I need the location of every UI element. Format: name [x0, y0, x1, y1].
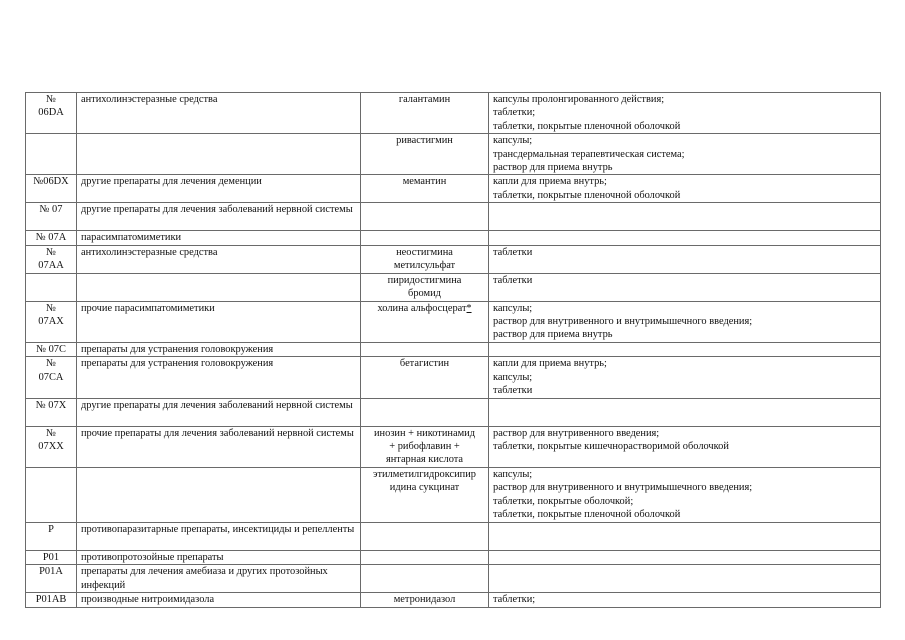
table-row	[26, 273, 881, 301]
dosage-form-line: таблетки	[493, 385, 533, 397]
drug-name-line	[365, 468, 484, 481]
drug-table	[25, 92, 881, 608]
atc-code-line: 07XX	[38, 440, 64, 452]
drug-name-text: ривастигмин	[396, 135, 453, 147]
drug-name-line	[365, 134, 484, 147]
dosage-form-cell	[489, 93, 881, 134]
drug-name-text: мемантин	[402, 176, 447, 188]
atc-code-cell	[26, 245, 77, 273]
anatomic-group-cell	[77, 245, 361, 273]
drug-name-cell	[361, 203, 489, 231]
anatomic-group-text: антихолинэстеразные средства	[81, 94, 218, 105]
atc-code-cell	[26, 175, 77, 203]
atc-code-line: P01A	[39, 566, 63, 578]
drug-name-text: этилметилгидроксипир	[373, 468, 476, 480]
anatomic-group-cell	[77, 231, 361, 245]
drug-name-cell	[361, 398, 489, 426]
atc-code-line: 07AX	[38, 316, 64, 328]
table-row	[26, 550, 881, 564]
anatomic-group-cell	[77, 426, 361, 467]
drug-name-text: галантамин	[398, 94, 451, 105]
drug-name-text: бромид	[408, 288, 441, 300]
table-row	[26, 357, 881, 398]
dosage-form-line: трансдермальная терапевтическая система;	[493, 148, 685, 160]
dosage-form-line: раствор для внутривенного и внутримышечного введения;	[493, 316, 753, 328]
dosage-form-line: раствор для приема внутрь	[493, 329, 613, 341]
anatomic-group-text: другие препараты для лечения деменции	[81, 176, 262, 188]
atc-code-cell	[26, 398, 77, 426]
table-row	[26, 231, 881, 245]
anatomic-group-text: прочие препараты для лечения заболеваний нервной системы	[81, 427, 354, 439]
dosage-form-line: капли для приема внутрь;	[493, 176, 607, 188]
atc-code-cell	[26, 467, 77, 522]
drug-name-cell	[361, 467, 489, 522]
anatomic-group-text: другие препараты для лечения заболеваний нервной системы	[81, 399, 353, 411]
atc-code-line: № 07C	[36, 343, 66, 355]
atc-code-line: № 07A	[35, 232, 67, 244]
atc-code-line: №	[46, 427, 56, 439]
table-row	[26, 398, 881, 426]
dosage-form-cell	[489, 550, 881, 564]
drug-name-line	[365, 259, 484, 272]
table-body	[26, 93, 881, 608]
dosage-form-line: капсулы пролонгированного действия;	[493, 94, 665, 105]
atc-code-cell	[26, 93, 77, 134]
dosage-form-cell	[489, 522, 881, 550]
anatomic-group-text: парасимпатомиметики	[81, 232, 182, 244]
drug-name-text: бетагистин	[399, 358, 450, 370]
anatomic-group-text: другие препараты для лечения заболеваний нервной системы	[81, 204, 353, 216]
drug-name-line	[365, 440, 484, 453]
drug-name-line	[365, 302, 484, 315]
anatomic-group-text: препараты для устранения головокружения	[81, 343, 274, 355]
dosage-form-cell	[489, 398, 881, 426]
drug-name-cell	[361, 134, 489, 175]
anatomic-group-cell	[77, 357, 361, 398]
drug-name-cell	[361, 273, 489, 301]
anatomic-group-cell	[77, 398, 361, 426]
atc-code-cell	[26, 134, 77, 175]
drug-name-line	[365, 246, 484, 259]
table-row	[26, 301, 881, 342]
table-row	[26, 134, 881, 175]
drug-name-cell	[361, 550, 489, 564]
dosage-form-cell	[489, 593, 881, 607]
anatomic-group-cell	[77, 175, 361, 203]
footnote-asterisk: *	[466, 302, 472, 314]
dosage-form-line: раствор для внутривенного введения;	[493, 427, 660, 439]
drug-name-line	[365, 93, 484, 106]
drug-name-cell	[361, 593, 489, 607]
drug-name-cell	[361, 301, 489, 342]
drug-name-cell	[361, 522, 489, 550]
anatomic-group-cell	[77, 203, 361, 231]
dosage-form-cell	[489, 203, 881, 231]
atc-code-line: №	[46, 246, 56, 258]
dosage-form-line: таблетки, покрытые пленочной оболочкой	[493, 120, 681, 132]
atc-code-cell	[26, 301, 77, 342]
anatomic-group-cell	[77, 134, 361, 175]
dosage-form-cell	[489, 134, 881, 175]
drug-name-cell	[361, 342, 489, 356]
drug-name-line	[365, 357, 484, 370]
anatomic-group-cell	[77, 93, 361, 134]
table-row	[26, 467, 881, 522]
anatomic-group-text: прочие парасимпатомиметики	[81, 302, 215, 314]
table-row	[26, 426, 881, 467]
dosage-form-cell	[489, 301, 881, 342]
drug-name-cell	[361, 175, 489, 203]
table-row	[26, 245, 881, 273]
dosage-form-cell	[489, 467, 881, 522]
dosage-form-line: раствор для приема внутрь	[493, 162, 613, 174]
drug-name-text: неостигмина	[396, 246, 453, 258]
drug-name-line	[365, 287, 484, 300]
drug-name-text: метилсульфат	[393, 260, 456, 272]
drug-name-line	[365, 274, 484, 287]
atc-code-cell	[26, 273, 77, 301]
table-row	[26, 522, 881, 550]
dosage-form-cell	[489, 342, 881, 356]
atc-code-cell	[26, 426, 77, 467]
dosage-form-cell	[489, 273, 881, 301]
anatomic-group-cell	[77, 522, 361, 550]
drug-name-text: метронидазол	[393, 594, 456, 606]
dosage-form-line: капсулы;	[493, 135, 533, 147]
drug-name-cell	[361, 357, 489, 398]
atc-code-cell	[26, 593, 77, 607]
dosage-form-line: капсулы;	[493, 302, 533, 314]
atc-code-line: 07CA	[38, 371, 64, 383]
drug-name-line	[365, 175, 484, 188]
atc-code-line: 07AA	[38, 260, 64, 272]
anatomic-group-cell	[77, 467, 361, 522]
atc-code-line: P01AB	[35, 594, 67, 606]
dosage-form-cell	[489, 357, 881, 398]
drug-name-cell	[361, 565, 489, 593]
drug-name-cell	[361, 426, 489, 467]
drug-name-line	[365, 427, 484, 440]
drug-name-line	[365, 453, 484, 466]
atc-code-cell	[26, 342, 77, 356]
dosage-form-line: таблетки	[493, 274, 533, 286]
atc-code-line: №06DX	[33, 176, 69, 188]
drug-name-cell	[361, 245, 489, 273]
atc-code-line: №	[46, 94, 56, 105]
table-row	[26, 93, 881, 134]
atc-code-cell	[26, 231, 77, 245]
drug-name-text: идина сукцинат	[389, 482, 460, 494]
dosage-form-line: таблетки, покрытые оболочкой;	[493, 495, 634, 507]
anatomic-group-cell	[77, 301, 361, 342]
dosage-form-line: таблетки;	[493, 107, 536, 119]
atc-code-line: P01	[42, 551, 60, 563]
table-row	[26, 203, 881, 231]
dosage-form-line: таблетки;	[493, 594, 536, 606]
dosage-form-cell	[489, 245, 881, 273]
dosage-form-line: раствор для внутривенного и внутримышечного введения;	[493, 482, 753, 494]
drug-name-cell	[361, 93, 489, 134]
anatomic-group-text: производные нитроимидазола	[81, 594, 215, 606]
table-row	[26, 565, 881, 593]
dosage-form-cell	[489, 231, 881, 245]
anatomic-group-cell	[77, 550, 361, 564]
anatomic-group-cell	[77, 273, 361, 301]
atc-code-line: 06DA	[38, 107, 64, 119]
drug-name-line	[365, 593, 484, 606]
atc-code-line: №	[46, 358, 56, 370]
drug-name-cell	[361, 231, 489, 245]
drug-name-text: пиридостигмина	[387, 274, 462, 286]
atc-code-cell	[26, 550, 77, 564]
drug-name-line	[365, 481, 484, 494]
anatomic-group-text: препараты для устранения головокружения	[81, 358, 274, 370]
anatomic-group-text: препараты для лечения амебиаза и других протозойных инфекций	[81, 566, 328, 591]
dosage-form-line: таблетки, покрытые пленочной оболочкой	[493, 189, 681, 201]
dosage-form-line: таблетки, покрытые кишечнорастворимой оболочкой	[493, 440, 729, 452]
anatomic-group-cell	[77, 593, 361, 607]
atc-code-cell	[26, 203, 77, 231]
table-row	[26, 342, 881, 356]
anatomic-group-text: противопаразитарные препараты, инсектициды и репелленты	[81, 523, 355, 535]
table-row	[26, 175, 881, 203]
anatomic-group-cell	[77, 342, 361, 356]
dosage-form-cell	[489, 426, 881, 467]
atc-code-cell	[26, 522, 77, 550]
anatomic-group-text: противопротозойные препараты	[81, 551, 224, 563]
drug-name-text: + рибофлавин +	[389, 440, 460, 452]
atc-code-line: P	[48, 523, 54, 535]
dosage-form-cell	[489, 175, 881, 203]
drug-name-text: холина альфосцерат	[377, 302, 467, 314]
dosage-form-cell	[489, 565, 881, 593]
atc-code-line: №	[46, 302, 56, 314]
atc-code-line: № 07X	[35, 399, 67, 411]
drug-name-text: инозин + никотинамид	[374, 427, 475, 439]
dosage-form-line: таблетки, покрытые пленочной оболочкой	[493, 508, 681, 520]
dosage-form-line: капли для приема внутрь;	[493, 358, 607, 370]
atc-code-cell	[26, 565, 77, 593]
dosage-form-line: таблетки	[493, 246, 533, 258]
anatomic-group-text: антихолинэстеразные средства	[81, 246, 218, 258]
atc-code-cell	[26, 357, 77, 398]
table-row	[26, 593, 881, 607]
anatomic-group-cell	[77, 565, 361, 593]
drug-name-text: янтарная кислота	[385, 454, 464, 466]
dosage-form-line: капсулы;	[493, 371, 533, 383]
atc-code-line: № 07	[39, 204, 63, 216]
dosage-form-line: капсулы;	[493, 468, 533, 480]
